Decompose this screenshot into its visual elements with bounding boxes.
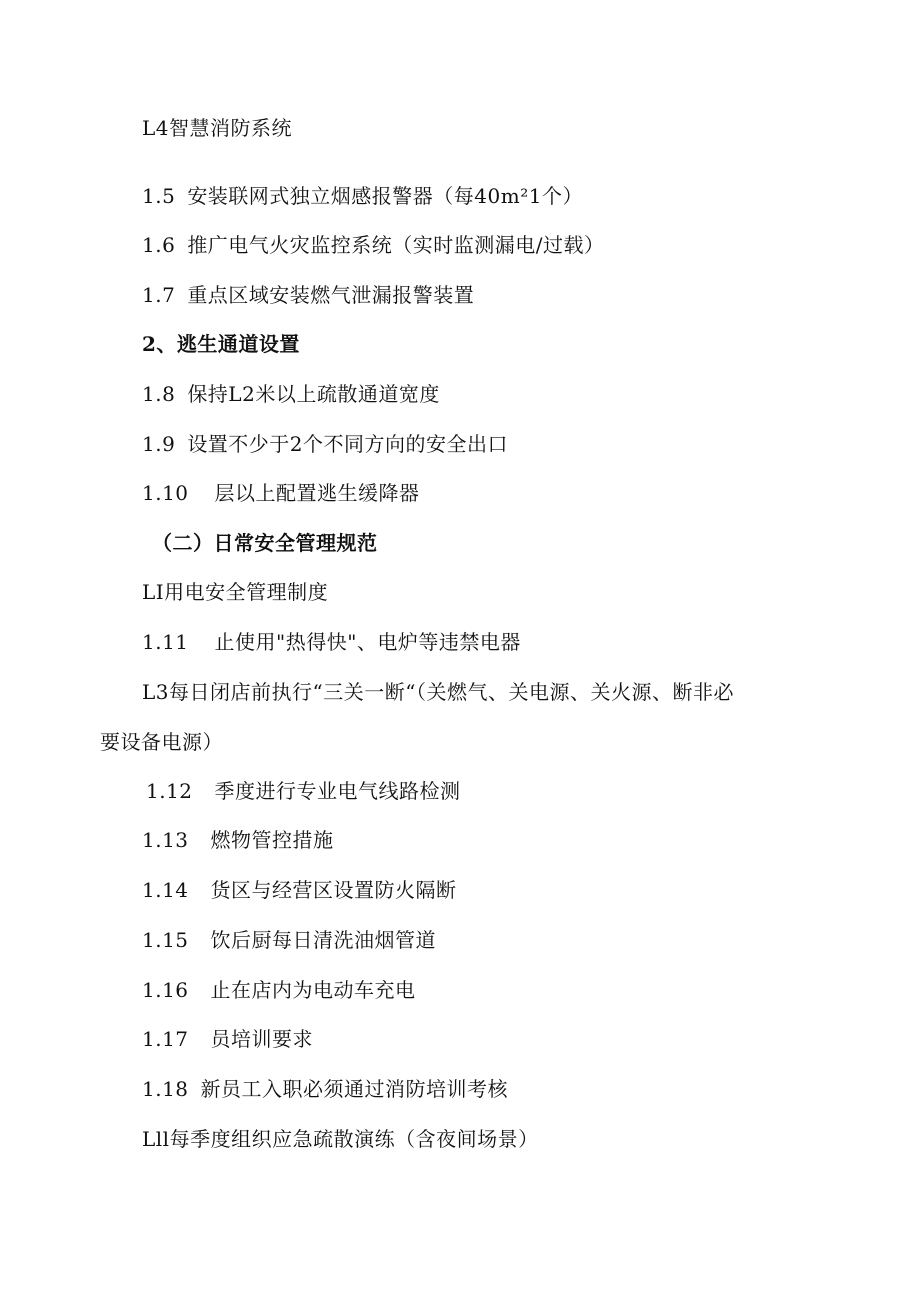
text-line-continuation [100, 728, 223, 756]
item-text: 饮后厨每日清洗油烟管道 [210, 928, 437, 952]
item-text: 季度进行专业电气线路检测 [214, 779, 461, 803]
text-line [142, 1125, 539, 1153]
section-heading [152, 529, 378, 557]
item-number: 1.15 [142, 928, 189, 952]
item-text: 止使用"热得快"、电炉等违禁电器 [214, 630, 521, 654]
line-text: LI用电安全管理制度 [142, 580, 329, 604]
item-text: 设置不少于2个不同方向的安全出口 [187, 432, 509, 456]
numbered-item [142, 628, 521, 656]
item-text: 保持L2米以上疏散通道宽度 [187, 382, 440, 406]
numbered-item [142, 826, 334, 854]
text-line [142, 678, 734, 706]
numbered-item [142, 430, 508, 458]
text-line [142, 114, 292, 142]
numbered-item [142, 976, 416, 1004]
line-text: 要设备电源） [100, 730, 223, 754]
item-number: 1.14 [142, 878, 189, 902]
numbered-item [142, 182, 583, 210]
item-text: 重点区域安装燃气泄漏报警装置 [187, 283, 475, 307]
section-heading [142, 330, 300, 358]
numbered-item [142, 479, 420, 507]
numbered-item [142, 281, 474, 309]
item-text: 安装联网式独立烟感报警器（每40m²1个） [187, 184, 583, 208]
numbered-item [142, 231, 605, 259]
item-number: 1.16 [142, 978, 189, 1002]
heading-text: （二）日常安全管理规范 [152, 531, 378, 555]
text-line [142, 578, 328, 606]
item-number: 1.10 [142, 481, 189, 505]
item-text: 员培训要求 [210, 1027, 314, 1051]
numbered-item [142, 926, 436, 954]
line-text: L4智慧消防系统 [142, 116, 293, 140]
item-text: 新员工入职必须通过消防培训考核 [200, 1077, 509, 1101]
item-number: 1.11 [142, 630, 189, 654]
item-number: 1.8 [142, 382, 176, 406]
item-text: 止在店内为电动车充电 [210, 978, 416, 1002]
numbered-item [142, 1075, 508, 1103]
numbered-item [142, 380, 440, 408]
item-text: 层以上配置逃生缓降器 [214, 481, 420, 505]
item-text: 燃物管控措施 [210, 828, 334, 852]
numbered-item [142, 1025, 313, 1053]
item-number: 1.13 [142, 828, 189, 852]
item-number: 1.6 [142, 233, 176, 257]
item-text: 推广电气火灾监控系统（实时监测漏电/过载） [187, 233, 605, 257]
item-number: 1.7 [142, 283, 176, 307]
item-number: 1.5 [142, 184, 176, 208]
numbered-item [146, 777, 461, 805]
item-number: 1.17 [142, 1027, 189, 1051]
item-number: 1.12 [146, 779, 193, 803]
line-text: Lll每季度组织应急疏散演练（含夜间场景） [142, 1127, 539, 1151]
line-text: L3每日闭店前执行“三关一断“（关燃气、关电源、关火源、断非必 [142, 680, 734, 704]
item-number: 1.18 [142, 1077, 189, 1101]
item-number: 1.9 [142, 432, 176, 456]
item-text: 货区与经营区设置防火隔断 [210, 878, 457, 902]
numbered-item [142, 876, 457, 904]
heading-text: 2、逃生通道设置 [142, 332, 300, 356]
